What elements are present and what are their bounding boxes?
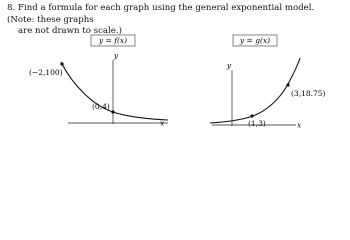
problem-text-line2: are not drawn to scale.) xyxy=(18,26,122,36)
graph-f-title: y = f(x) xyxy=(98,36,128,45)
graph-f-point-2 xyxy=(111,110,114,113)
graph-f-y-label: y xyxy=(113,51,119,60)
graph-g xyxy=(208,34,350,136)
graph-g-point-1-label: (1,3) xyxy=(248,119,266,128)
graph-g-x-label: x xyxy=(297,120,302,130)
graph-g-point-2-label: (3,18.75) xyxy=(291,89,326,98)
graph-f-svg xyxy=(28,34,178,136)
graph-f xyxy=(28,34,178,136)
problem-statement xyxy=(7,3,343,38)
problem-text-line1: Find a formula for each graph using the general exponential model. (Note: these graphs xyxy=(7,3,315,25)
graph-f-point-1-label: (−2,100) xyxy=(29,68,63,77)
problem-number: 8. xyxy=(7,3,16,13)
graph-f-x-label: x xyxy=(160,118,165,128)
graph-f-point-2-label: (0,4) xyxy=(92,102,110,111)
graph-g-title: y = g(x) xyxy=(239,36,271,45)
graph-g-y-label: y xyxy=(226,61,232,70)
graph-f-point-1 xyxy=(60,62,63,65)
graph-g-point-1 xyxy=(250,114,253,117)
graph-g-svg xyxy=(208,34,350,136)
graph-g-point-2 xyxy=(286,83,289,86)
graph-g-curve xyxy=(210,58,300,123)
graph-f-curve xyxy=(61,62,168,120)
